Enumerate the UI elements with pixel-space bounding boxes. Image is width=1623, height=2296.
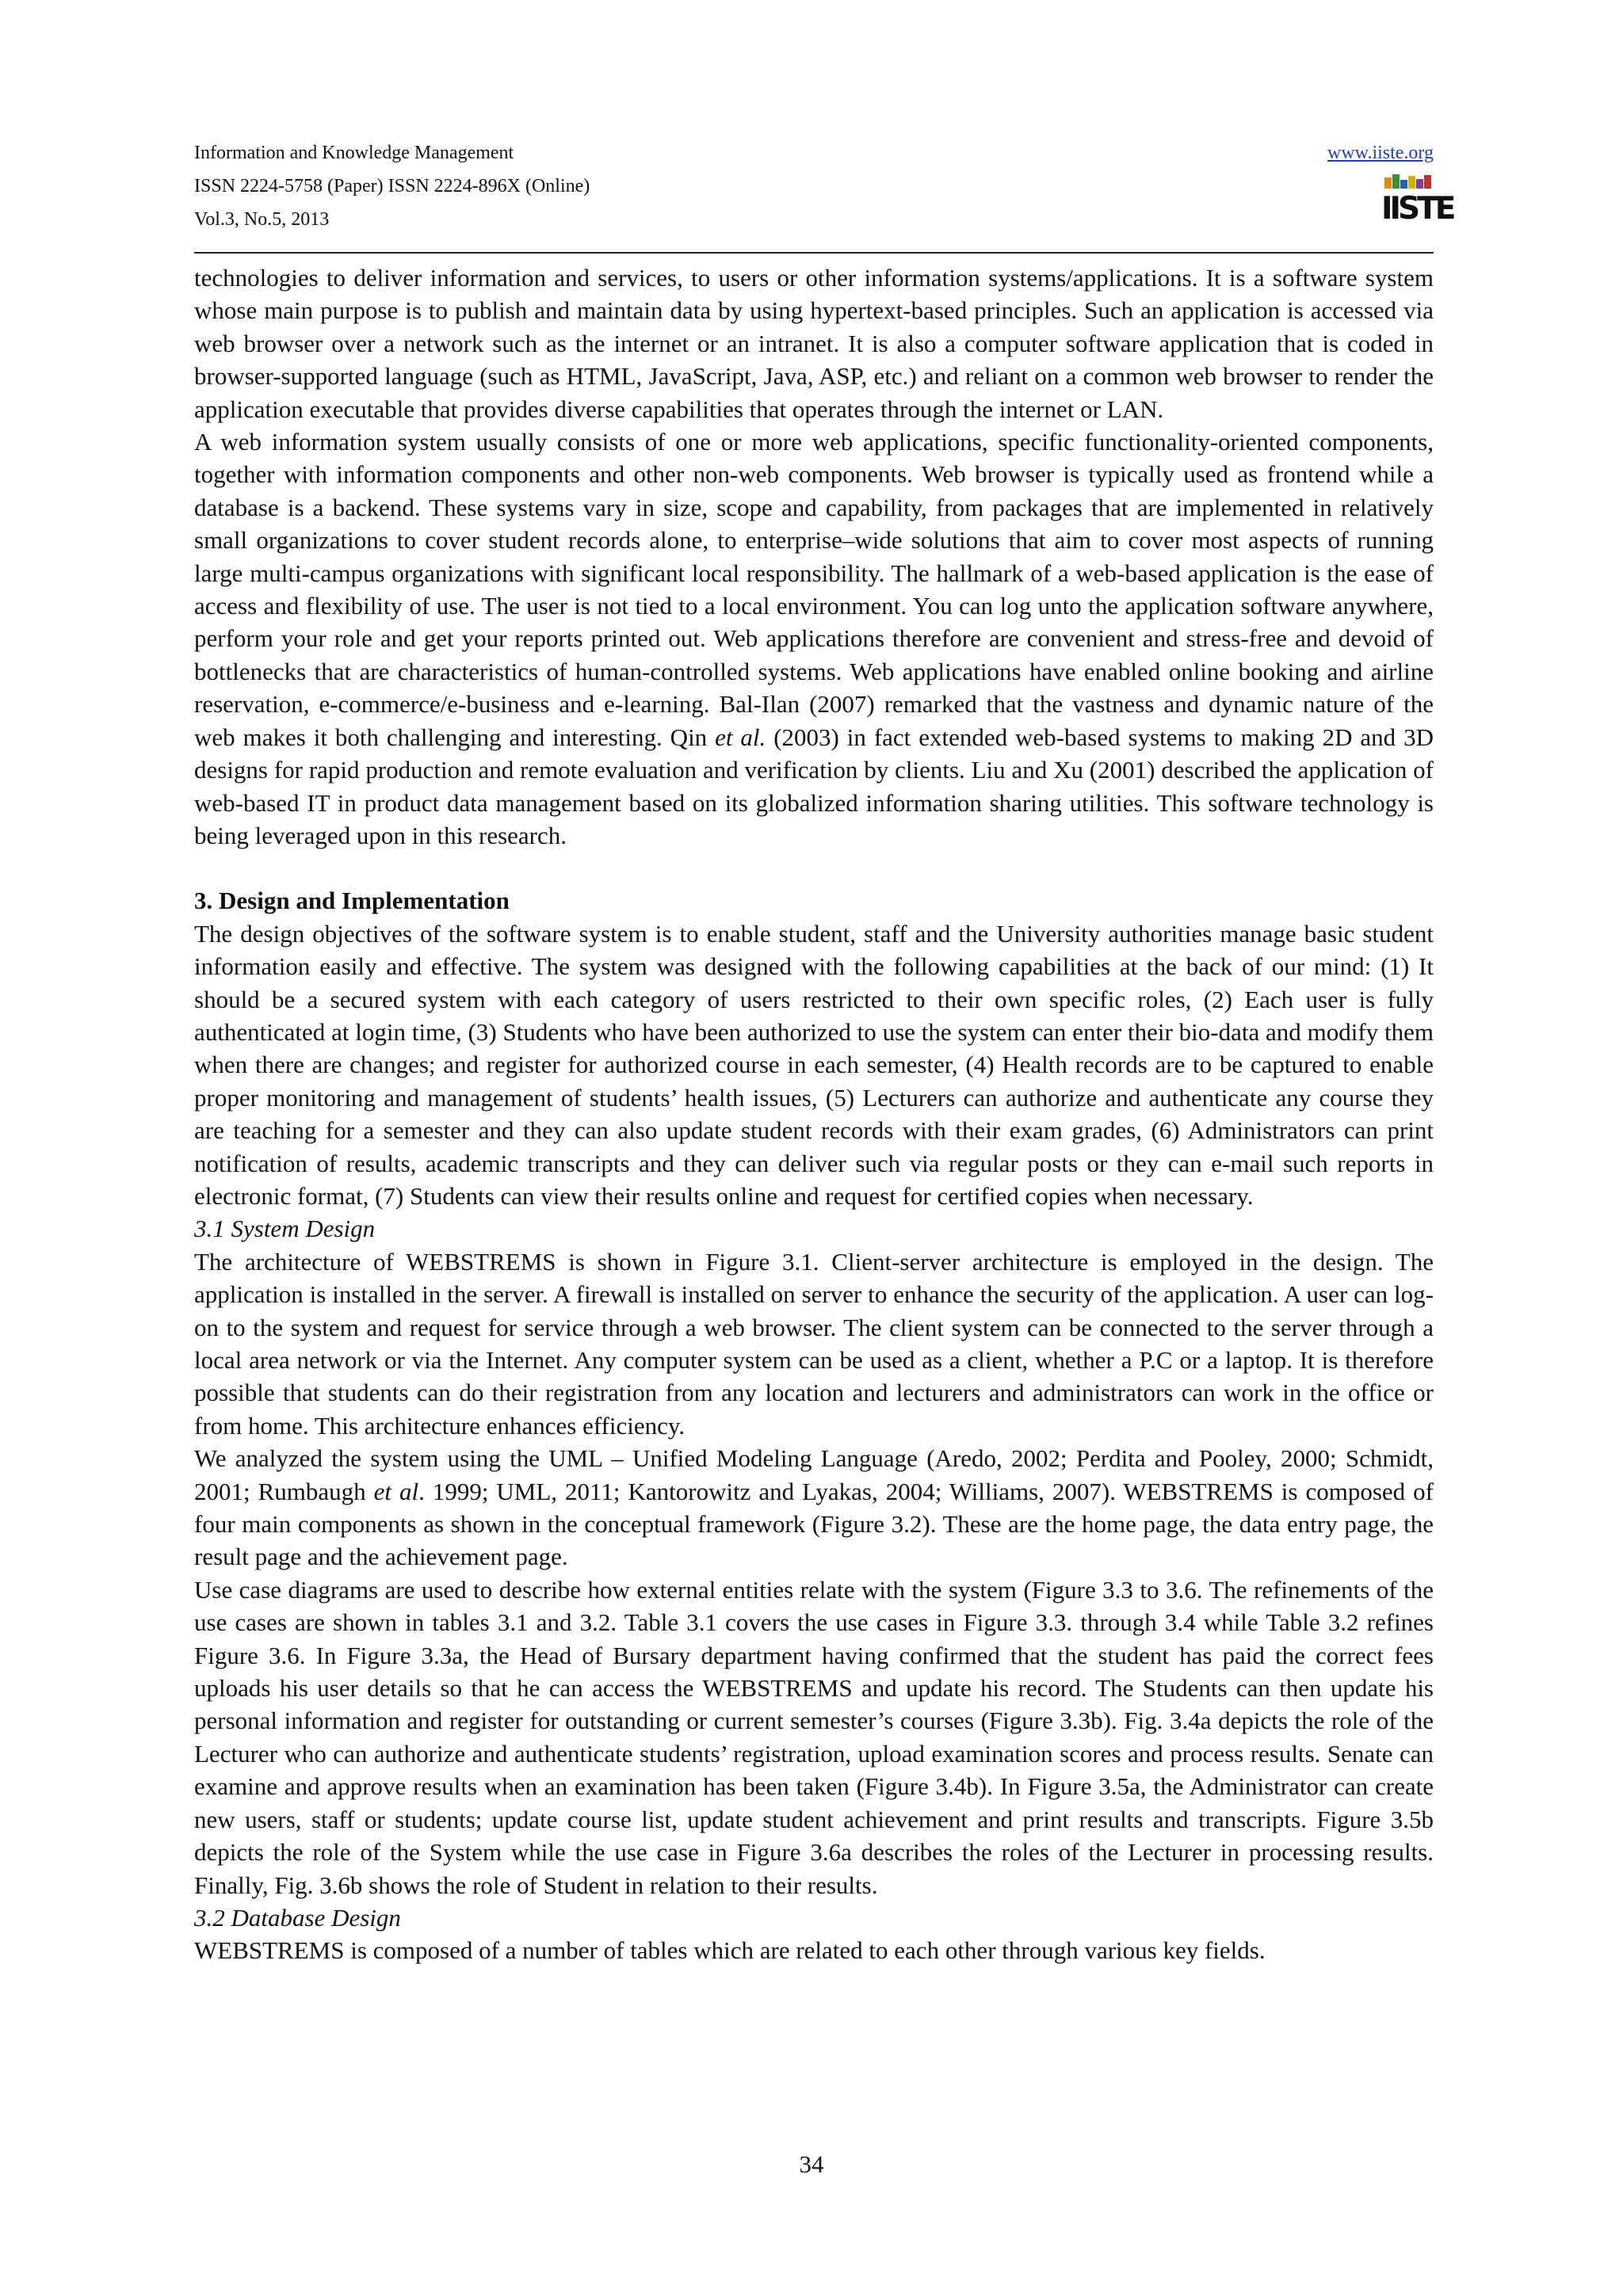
paragraph	[194, 425, 1434, 852]
text-run: (2003) in fact extended web-based systems to making 2D and 3D designs for rapid production and remote evaluation and verification by clients. Liu and Xu (2001) described the application of web-based IT in product data management based on its globalized information sharing utilities. This software technology is being leveraged upon in this research.	[194, 723, 1434, 849]
paragraph: Use case diagrams are used to describe how external entities relate with the system (Figure 3.3 to 3.6. The refinements of the use cases are shown in tables 3.1 and 3.2. Table 3.1 covers the use cases in Figure 3.3. through 3.4 while Table 3.2 refines Figure 3.6. In Figure 3.3a, the Head of Bursary department having confirmed that the student has paid the correct fees uploads his user details so that he can access the WEBSTREMS and update his record. The Students can then update his personal information and register for outstanding or current semester’s courses (Figure 3.3b). Fig. 3.4a depicts the role of the Lecturer who can authorize and authenticate students’ registration, upload examination scores and process results. Senate can examine and approve results when an examination has been taken (Figure 3.4b). In Figure 3.5a, the Administrator can create new users, staff or students; update course list, update student achievement and print results and transcripts. Figure 3.5b depicts the role of the System while the use case in Figure 3.6a describes the roles of the Lecturer in processing results. Finally, Fig. 3.6b shows the role of Student in relation to their results.	[194, 1575, 1434, 1899]
iiste-logo	[1381, 174, 1453, 235]
text-run-italic: et al	[373, 1477, 419, 1505]
text-run: We analyzed the system using the UML – Unified Modeling Language (Aredo, 2002; Perdita and Pooley, 2000; Schmidt, 2001; Rumbaugh	[194, 1444, 1434, 1505]
subsection-heading: 3.2 Database Design	[194, 1903, 401, 1932]
text-run: . 1999; UML, 2011; Kantorowitz and Lyakas, 2004; Williams, 2007). WEBSTREMS is composed of four main components as shown in the conceptual framework (Figure 3.2). These are the home page, the data entry page, the result page and the achievement page.	[194, 1477, 1434, 1571]
section-heading: 3. Design and Implementation	[194, 887, 510, 915]
journal-volume: Vol.3, No.5, 2013	[194, 209, 330, 230]
spacer	[194, 852, 1434, 884]
article-body	[194, 261, 1434, 1967]
paragraph	[194, 1442, 1434, 1573]
journal-link-area	[1327, 136, 1434, 170]
text-run: A web information system usually consists of one or more web applications, specific functionality-oriented components, together with information components and other non-web components. Web browser is typically used as frontend while a database is a backend. These systems vary in size, scope and capability, from packages that are implemented in relatively small organizations to cover student records alone, to enterprise–wide solutions that aim to cover most aspects of running large multi-campus organizations with significant local responsibility. The hallmark of a web-based application is the ease of access and flexibility of use. The user is not tied to a local environment. You can log unto the application software anywhere, perform your role and get your reports printed out. Web applications therefore are convenient and stress-free and devoid of bottlenecks that are characteristics of human-controlled systems. Web applications have enabled online booking and airline reservation, e-commerce/e-business and e-learning. Bal-Ilan (2007) remarked that the vastness and dynamic nature of the web makes it both challenging and interesting. Qin	[194, 428, 1434, 751]
journal-website-link[interactable]: www.iiste.org	[1327, 143, 1434, 163]
logo-bar	[1424, 175, 1431, 189]
paragraph: WEBSTREMS is composed of a number of tables which are related to each other through various key fields.	[194, 1936, 1266, 1965]
logo-bar	[1384, 177, 1392, 189]
logo-bar	[1408, 176, 1415, 189]
logo-wordmark: IISTE	[1381, 191, 1453, 227]
paragraph: The design objectives of the software system is to enable student, staff and the University authorities manage basic student information easily and effective. The system was designed with the following capabilities at the back of our mind: (1) It should be a secured system with each category of users restricted to their own specific roles, (2) Each user is fully authenticated at login time, (3) Students who have been authorized to use the system can enter their bio-data and modify them when there are changes; and register for authorized course in each semester, (4) Health records are to be captured to enable proper monitoring and management of students’ health issues, (5) Lecturers can authorize and authenticate any course they are teaching for a semester and they can also update student records with their exam grades, (6) Administrators can print notification of results, academic transcripts and they can deliver such via regular posts or they can e-mail such reports in electronic format, (7) Students can view their results online and request for certified copies when necessary.	[194, 919, 1434, 1210]
journal-title: Information and Knowledge Management	[194, 143, 514, 163]
journal-info	[194, 136, 590, 236]
journal-issn: ISSN 2224-5758 (Paper) ISSN 2224-896X (Online)	[194, 176, 590, 196]
page-number: 34	[799, 2150, 824, 2178]
logo-bar	[1392, 174, 1400, 189]
logo-bar	[1400, 180, 1407, 189]
logo-bars-icon	[1384, 174, 1432, 189]
text-run-italic: et al.	[715, 723, 766, 751]
logo-bar	[1416, 179, 1423, 189]
page-header	[194, 136, 1453, 252]
header-divider	[194, 252, 1434, 254]
subsection-heading: 3.1 System Design	[194, 1215, 376, 1243]
paragraph: The architecture of WEBSTREMS is shown in Figure 3.1. Client-server architecture is employed in the design. The application is installed in the server. A firewall is installed on server to enhance the security of the application. A user can log-on to the system and request for service through a web browser. The client system can be connected to the server through a local area network or via the Internet. Any computer system can be used as a client, whether a P.C or a laptop. It is therefore possible that students can do their registration from any location and lecturers and administrators can work in the office or from home. This architecture enhances efficiency.	[194, 1247, 1434, 1440]
paragraph: technologies to deliver information and services, to users or other information systems/applications. It is a software system whose main purpose is to publish and maintain data by using hypertext-based principles. Such an application is accessed via web browser over a network such as the internet or an intranet. It is also a computer software application that is coded in browser-supported language (such as HTML, JavaScript, Java, ASP, etc.) and reliant on a common web browser to render the application executable that provides diverse capabilities that operates through the internet or LAN.	[194, 264, 1434, 423]
